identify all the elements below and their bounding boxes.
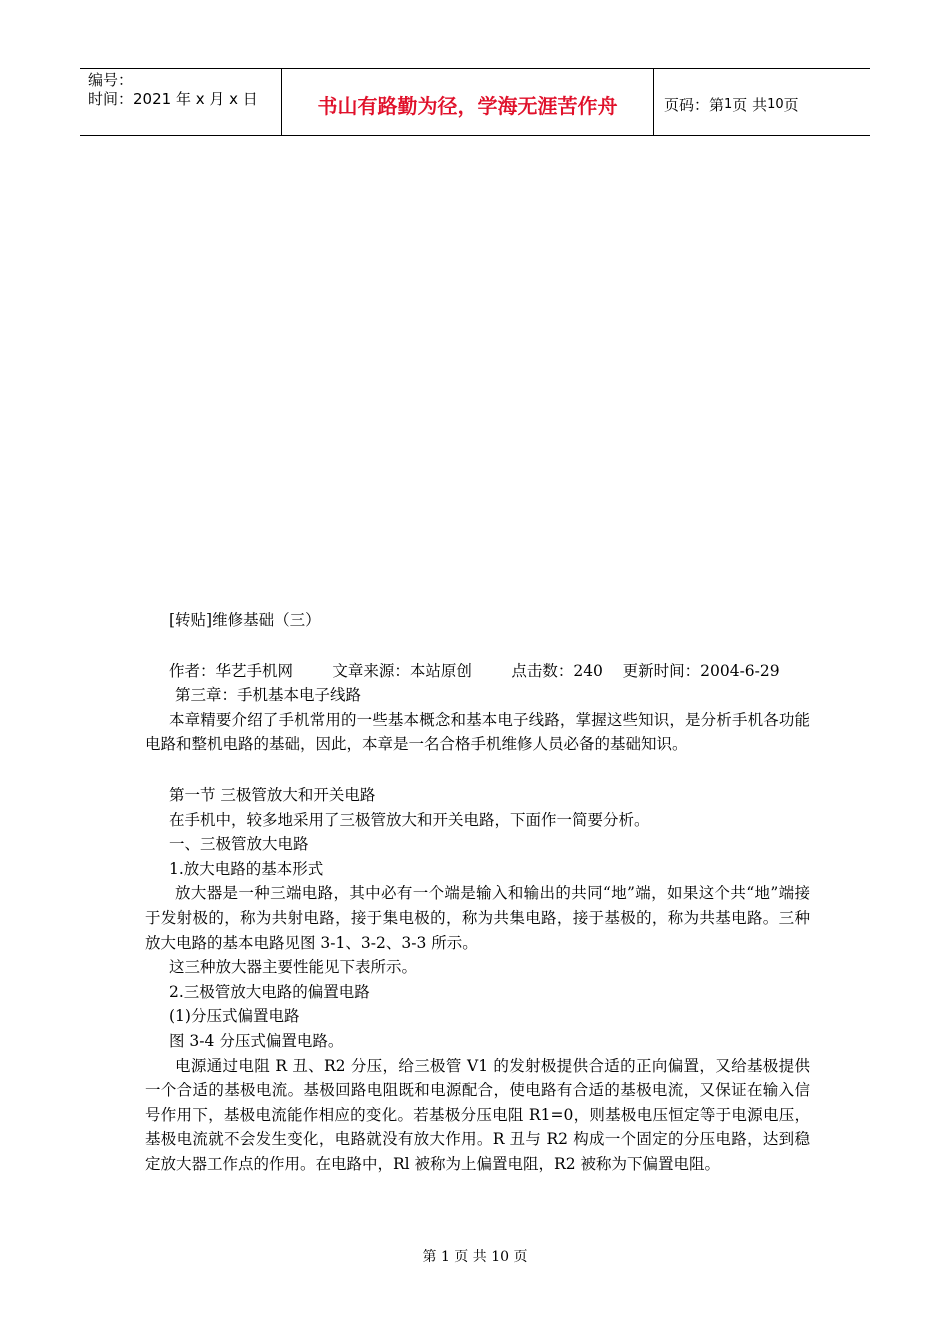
page-label-pre: 页码：第 bbox=[664, 95, 725, 114]
page-header bbox=[80, 68, 870, 136]
header-info-cell bbox=[80, 69, 282, 135]
article-body bbox=[145, 608, 810, 1176]
subheading-2: 1.放大电路的基本形式 bbox=[169, 859, 324, 878]
page-label-post: 页 bbox=[783, 95, 799, 114]
time-label: 时间：2021 年 x 月 x 日 bbox=[88, 90, 258, 108]
paragraph-5: 电源通过电阻 R 丑、R2 分压，给三极管 V1 的发射极提供合适的正向偏置，又给基极提供一个合适的基极电流。基极回路电阻既和电源配合，使电路有合适的基极电流，又保证在输入信号作用下，基极电流能作相应的变化。若基极分压电阻 R1=0，则基极电压恒定等于电源电压，基极电流就不会发生变化，电路就没有放大作用。R 丑与 R2 构成一个固定的分压电路，达到稳定放大器工作点的作用。在电路中，Rl 被称为上偏置电阻，R2 被称为下偏置电阻。 bbox=[145, 1056, 810, 1173]
page-total: 10 bbox=[767, 96, 784, 112]
page-label-mid: 页 共 bbox=[732, 95, 768, 114]
subheading-3: 2.三极管放大电路的偏置电路 bbox=[169, 982, 370, 1001]
paragraph-4: 图 3-4 分压式偏置电路。 bbox=[169, 1031, 344, 1050]
page-current: 1 bbox=[724, 96, 733, 112]
article-meta bbox=[145, 659, 810, 684]
chapter-heading: 第三章：手机基本电子线路 bbox=[175, 686, 362, 705]
meta-text: 作者：华艺手机网 文章来源：本站原创 点击数：240 更新时间：2004-6-29 bbox=[169, 661, 780, 680]
paragraph-3: 这三种放大器主要性能见下表所示。 bbox=[169, 958, 418, 977]
section-heading: 第一节 三极管放大和开关电路 bbox=[169, 785, 376, 804]
header-page-cell bbox=[654, 69, 870, 135]
article-title: [转贴]维修基础（三） bbox=[169, 611, 321, 629]
paragraph-2: 放大器是一种三端电路，其中必有一个端是输入和输出的共同“地”端，如果这个共“地”端接于发射极的，称为共射电路，接于集电极的，称为共集电路，接于基极的，称为共基电路。三种放大电路的基本电路见图 3-1、3-2、3-3 所示。 bbox=[145, 884, 810, 952]
header-motto-cell bbox=[282, 69, 654, 135]
subheading-1: 一、三极管放大电路 bbox=[169, 835, 309, 854]
intro-paragraph: 本章精要介绍了手机常用的一些基本概念和基本电子线路，掌握这些知识，是分析手机各功能电路和整机电路的基础，因此，本章是一名合格手机维修人员必备的基础知识。 bbox=[145, 710, 810, 754]
code-label: 编号： bbox=[88, 71, 134, 89]
subheading-4: (1)分压式偏置电路 bbox=[169, 1007, 300, 1026]
motto-text: 书山有路勤为径，学海无涯苦作舟 bbox=[317, 93, 618, 118]
paragraph-1: 在手机中，较多地采用了三极管放大和开关电路，下面作一简要分析。 bbox=[169, 810, 650, 829]
page-footer: 第 1 页 共 10 页 bbox=[422, 1249, 528, 1265]
